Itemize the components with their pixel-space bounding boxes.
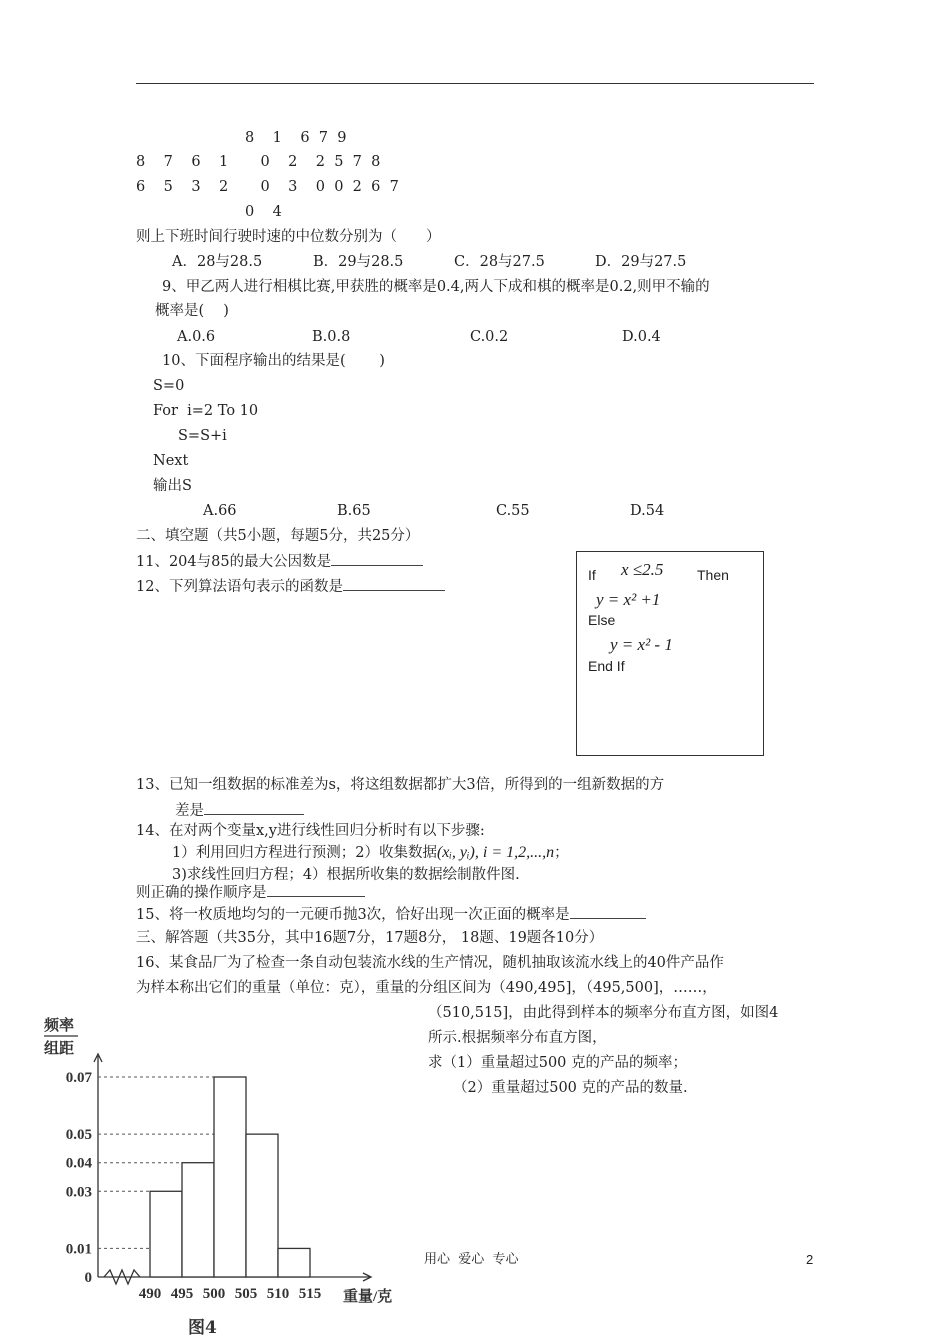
q14-text: 1）利用回归方程进行预测；2）收集数据 bbox=[172, 845, 437, 861]
x-tick-label: 515 bbox=[298, 1286, 322, 1302]
stem-leaf-row-1: 8 1 6 7 9 bbox=[245, 130, 347, 146]
q12-text: 12、下列算法语句表示的函数是 bbox=[136, 579, 343, 595]
answer-blank bbox=[570, 904, 646, 919]
x-tick-label: 490 bbox=[138, 1286, 162, 1302]
histogram-bar bbox=[182, 1163, 214, 1277]
algo-end-if: End If bbox=[588, 658, 625, 674]
q13-line1: 13、已知一组数据的标准差为s，将这组数据都扩大3倍，所得到的一组新数据的方 bbox=[136, 777, 665, 793]
q10-code-line: S=S+i bbox=[178, 428, 227, 444]
q10-code-line: 输出S bbox=[153, 478, 192, 494]
answer-blank bbox=[204, 800, 304, 815]
y-tick-label: 0.04 bbox=[65, 1155, 92, 1172]
algo-then: Then bbox=[697, 567, 729, 583]
q9-stem-line2: 概率是( ) bbox=[155, 303, 229, 319]
page-number: 2 bbox=[806, 1252, 814, 1267]
q9-option-b: B.0.8 bbox=[312, 329, 351, 345]
y-tick-label: 0.01 bbox=[65, 1241, 92, 1258]
q16-line4: 所示.根据频率分布直方图， bbox=[428, 1030, 607, 1046]
answer-blank bbox=[267, 882, 365, 897]
algo-expr-1: y = x² +1 bbox=[596, 590, 661, 609]
q16-line3: （510,515]，由此得到样本的频率分布直方图，如图4 bbox=[428, 1005, 779, 1021]
q8-option-b: B．29与28.5 bbox=[313, 254, 404, 270]
q16-line2: 为样本称出它们的重量（单位：克），重量的分组区间为（490,495]，（495,500]，……， bbox=[136, 980, 717, 996]
q11 bbox=[136, 551, 423, 572]
stem-leaf-row-3: 6 5 3 2 0 3 0 0 2 6 7 bbox=[136, 179, 399, 195]
stem-leaf-row-4: 0 4 bbox=[245, 204, 282, 220]
q16-line6: （2）重量超过500 克的产品的数量. bbox=[453, 1080, 688, 1096]
q8-option-c: C．28与27.5 bbox=[454, 254, 545, 270]
y-axis-label-top: 频率 bbox=[44, 1018, 75, 1034]
footer-motto: 用心 爱心 专心 bbox=[424, 1252, 519, 1267]
histogram-bar bbox=[246, 1134, 278, 1277]
q14-line3: 3)求线性回归方程；4）根据所收集的数据绘制散件图. bbox=[172, 867, 520, 883]
y-tick-label: 0.07 bbox=[65, 1070, 92, 1086]
q16-line1: 16、某食品厂为了检查一条自动包装流水线的生产情况，随机抽取该流水线上的40件产品作 bbox=[136, 955, 724, 971]
section-3-heading: 三、解答题（共35分，其中16题7分，17题8分， 18题、19题各10分） bbox=[136, 930, 604, 946]
x-tick-label: 500 bbox=[202, 1286, 226, 1302]
q10-code-line: For i=2 To 10 bbox=[153, 403, 259, 419]
q10-option-d: D.54 bbox=[630, 503, 665, 519]
q10-option-a: A.66 bbox=[203, 503, 237, 519]
q14-line2 bbox=[172, 843, 569, 863]
algo-condition: x ≤2.5 bbox=[621, 560, 664, 579]
algo-else: Else bbox=[588, 612, 616, 628]
section-2-heading: 二、填空题（共5小题，每题5分，共25分） bbox=[136, 528, 420, 544]
q9-stem-line1: 9、甲乙两人进行相棋比赛,甲获胜的概率是0.4,两人下成和棋的概率是0.2,则甲不输的 bbox=[162, 279, 710, 295]
q15 bbox=[136, 904, 646, 925]
q8-option-a: A．28与28.5 bbox=[172, 254, 263, 270]
q14-text: ； bbox=[554, 845, 569, 861]
header-rule bbox=[136, 83, 814, 84]
q9-option-a: A.0.6 bbox=[177, 329, 216, 345]
q9-option-d: D.0.4 bbox=[622, 329, 661, 345]
frequency-histogram bbox=[40, 1008, 410, 1338]
q14-line1: 14、在对两个变量x,y进行线性回归分析时有以下步骤: bbox=[136, 823, 485, 839]
q10-code-line: S=0 bbox=[153, 378, 185, 394]
y-tick-label: 0 bbox=[84, 1270, 92, 1286]
figure-caption: 图4 bbox=[188, 1318, 217, 1338]
q10-option-c: C.55 bbox=[496, 503, 530, 519]
histogram-bar bbox=[278, 1248, 310, 1277]
algorithm-box bbox=[576, 551, 764, 756]
x-axis-label: 重量/克 bbox=[343, 1289, 393, 1305]
q8-option-d: D．29与27.5 bbox=[595, 254, 687, 270]
answer-blank bbox=[343, 576, 445, 591]
x-tick-label: 510 bbox=[266, 1286, 290, 1302]
q14-data-formula: (xᵢ, yᵢ), i = 1,2,...,n bbox=[436, 844, 555, 861]
q13-line2 bbox=[175, 800, 304, 821]
histogram-bar bbox=[214, 1077, 246, 1277]
x-tick-label: 505 bbox=[234, 1286, 258, 1302]
q13-text: 差是 bbox=[175, 803, 204, 819]
x-tick-label: 495 bbox=[170, 1286, 194, 1302]
q14-text: 则正确的操作顺序是 bbox=[136, 885, 267, 901]
q10-stem: 10、下面程序输出的结果是( ) bbox=[162, 353, 385, 369]
stem-leaf-row-2: 8 7 6 1 0 2 2 5 7 8 bbox=[136, 154, 381, 170]
q15-text: 15、将一枚质地均匀的一元硬币抛3次，恰好出现一次正面的概率是 bbox=[136, 907, 570, 923]
q9-option-c: C.0.2 bbox=[470, 329, 509, 345]
q14-line4 bbox=[136, 882, 365, 903]
q11-text: 11、204与85的最大公因数是 bbox=[136, 554, 332, 570]
q10-code-line: Next bbox=[153, 453, 189, 469]
algo-if: If bbox=[588, 567, 596, 583]
q16-line5: 求（1）重量超过500 克的产品的频率； bbox=[428, 1055, 688, 1071]
y-axis-label-bottom: 组距 bbox=[44, 1041, 75, 1057]
answer-blank bbox=[331, 551, 423, 566]
q10-option-b: B.65 bbox=[337, 503, 371, 519]
q8-stem: 则上下班时间行驶时速的中位数分别为（ ） bbox=[136, 229, 441, 245]
y-tick-label: 0.05 bbox=[65, 1127, 92, 1144]
histogram-bar bbox=[150, 1191, 182, 1277]
y-tick-label: 0.03 bbox=[65, 1184, 92, 1201]
q12 bbox=[136, 576, 445, 597]
algo-expr-2: y = x² - 1 bbox=[610, 635, 673, 654]
